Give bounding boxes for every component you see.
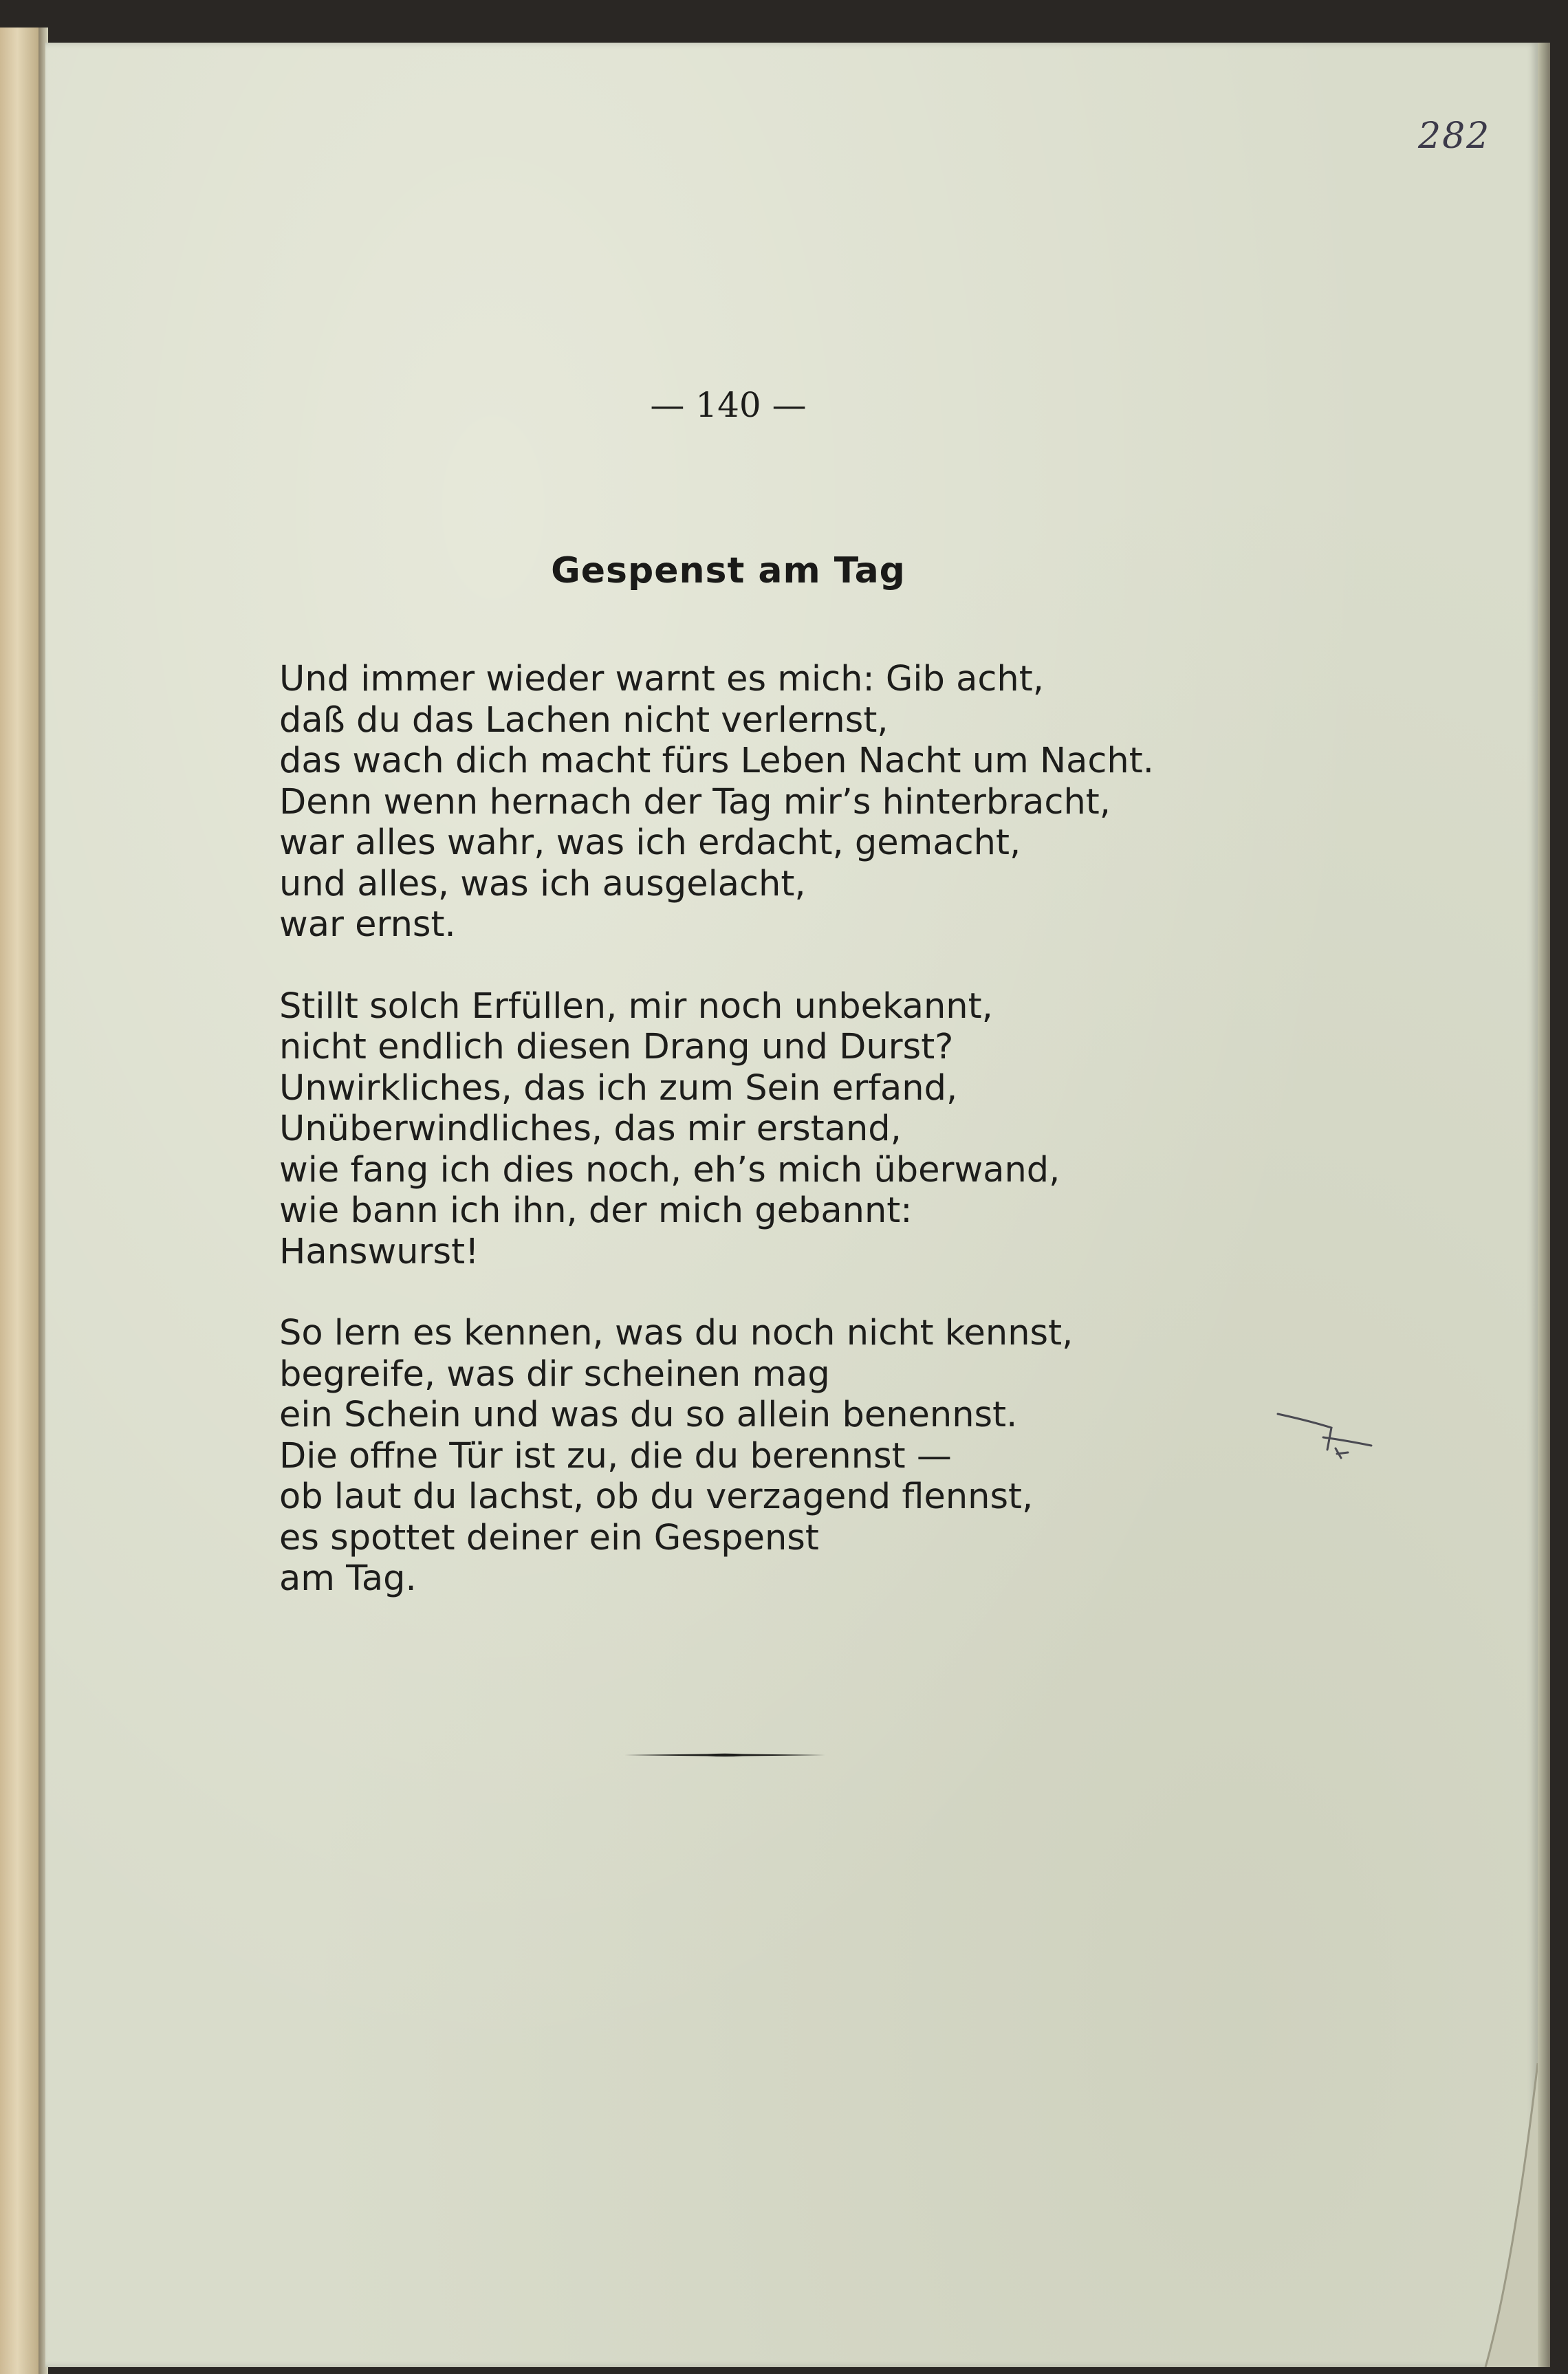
poem-line: daß du das Lachen nicht verlernst, [279, 699, 889, 741]
stanza-1 [279, 659, 1256, 946]
poem-line: nicht endlich diesen Drang und Durst? [279, 1027, 954, 1067]
poem-line: Und immer wieder warnt es mich: Gib acht, [279, 659, 1044, 699]
poem-line: Die offne Tür ist zu, die du berennst — [279, 1435, 952, 1477]
poem-line: wie fang ich dies noch, eh’s mich überwand, [279, 1149, 1060, 1190]
book-spine [0, 28, 39, 2374]
poem-title: Gespenst am Tag [551, 550, 906, 591]
poem-line: und alles, was ich ausgelacht, [279, 863, 806, 904]
stanza-2 [279, 986, 1256, 1273]
poem-body [279, 659, 1256, 1640]
poem-line: Unüberwindliches, das mir erstand, [279, 1109, 902, 1149]
page-corner-fold [1472, 2063, 1538, 2367]
archive-number: 282 [1418, 116, 1491, 157]
pencil-mark-icon [1275, 1407, 1375, 1469]
poem-line: es spottet deiner ein Gespenst [279, 1517, 819, 1558]
stanza-3 [279, 1313, 1256, 1600]
poem-line: Denn wenn hernach der Tag mir’s hinterbracht, [279, 781, 1111, 823]
poem-line: So lern es kennen, was du noch nicht kennst, [279, 1313, 1074, 1353]
poem-line: das wach dich macht fürs Leben Nacht um Nacht. [279, 741, 1154, 781]
poem-line: ob laut du lachst, ob du verzagend flennst, [279, 1477, 1034, 1517]
page-number: — 140 — [650, 385, 807, 425]
poem-line: ein Schein und was du so allein benennst. [279, 1395, 1018, 1435]
poem-line: begreife, was dir scheinen mag [279, 1353, 830, 1395]
poem-line: war ernst. [279, 904, 456, 945]
poem-line: Stillt solch Erfüllen, mir noch unbekannt, [279, 985, 993, 1027]
poem-line: Unwirkliches, das ich zum Sein erfand, [279, 1067, 958, 1109]
page-edge [1538, 43, 1550, 2367]
ornamental-rule [624, 1753, 825, 1757]
poem-line: war alles wahr, was ich erdacht, gemacht, [279, 823, 1021, 863]
poem-line: am Tag. [279, 1558, 417, 1599]
poem-line: Hanswurst! [279, 1231, 479, 1272]
poem-line: wie bann ich ihn, der mich gebannt: [279, 1190, 913, 1231]
